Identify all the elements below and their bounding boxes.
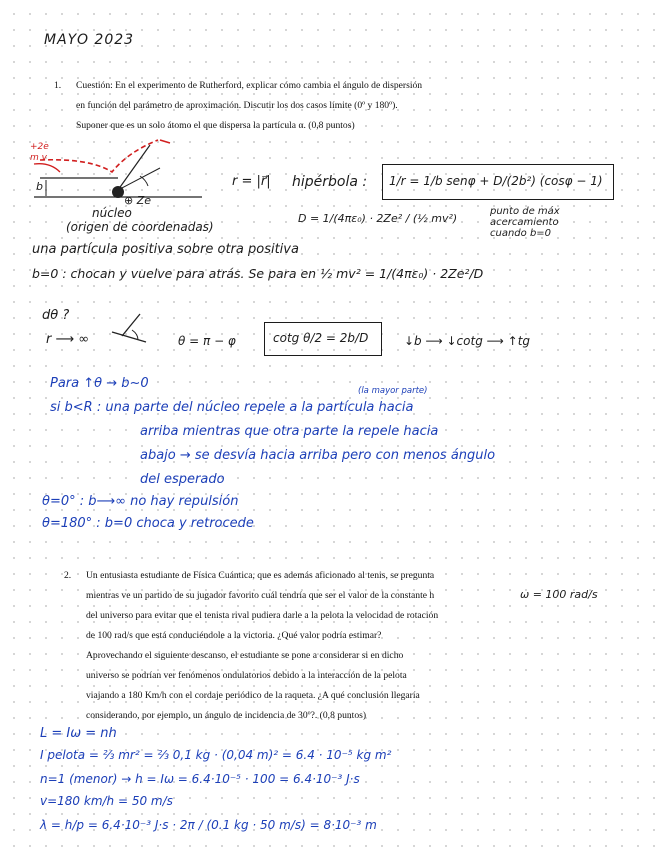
- limit-r: r ⟶ ∞: [46, 332, 90, 347]
- hyperbola-label: hipérbola :: [292, 174, 368, 190]
- omega-note: ω = 100 rad/s: [520, 588, 598, 601]
- question-2-number: 2.: [64, 570, 72, 581]
- max-approach-line: acercamiento: [490, 217, 559, 228]
- blue-note-line: arriba mientras que otra parte la repele hacia: [140, 424, 439, 439]
- max-approach-line: cuando b=0: [490, 228, 552, 239]
- hyperbola-equation: 1/r = 1/b senφ + D/(2b²) (cosφ − 1): [389, 174, 603, 188]
- blue-note-line: θ=0° : b⟶∞ no hay repulsión: [42, 494, 239, 509]
- r-definition: r = |r⃗|: [232, 174, 271, 189]
- cotangent-box: [264, 322, 382, 356]
- nucleus-charge-label: ⊕ Ze: [124, 194, 152, 207]
- blue-note-line: del esperado: [140, 472, 225, 487]
- question-1-line: Cuestión: En el experimento de Rutherford, explicar cómo cambia el ángulo de dispersión: [76, 80, 423, 91]
- b-label: b: [36, 180, 43, 193]
- blue-note-line: θ=180° : b=0 choca y retrocede: [42, 516, 254, 531]
- question-2-line: del universo para evitar que el tenista rival pudiera darle a la pelota la velocidad de rotación: [86, 610, 439, 621]
- blue-annotation: (la mayor parte): [358, 386, 428, 396]
- origin-label: (origen de coordenadas): [66, 220, 214, 234]
- question-2-line: viajando a 180 Km/h con el cordaje periódico de la raqueta. ¿A qué conclusión llegaría: [86, 690, 420, 701]
- trend-note: ↓b ⟶ ↓cotg ⟶ ↑tg: [404, 334, 531, 348]
- solution-line: L = Iω = nh: [40, 726, 117, 741]
- question-2-line: Un entusiasta estudiante de Física Cuántica, que es además aficionado al tenis, se pregunta: [86, 570, 435, 581]
- d-definition: D = 1/(4πε₀) · 2Ze² / (½ mv²): [298, 212, 458, 225]
- particle-charge-label: +2e: [30, 142, 49, 152]
- solution-line: I pelota = ⅔ mr² = ⅔ 0,1 kg · (0,04 m)² = 6.4 · 10⁻⁵ kg m²: [40, 748, 392, 762]
- date-heading: MAYO 2023: [44, 32, 135, 48]
- cotangent-equation: cotg θ/2 = 2b/D: [273, 331, 369, 345]
- note-line: una partícula positiva sobre otra positiva: [32, 242, 299, 257]
- question-2-line: considerando, por ejemplo, un ángulo de incidencia de 30º?. (0,8 puntos): [86, 710, 367, 721]
- question-2-line: mientras ve un partido de su jugador favorito cuál tendría que ser el valor de la constante h: [86, 590, 435, 601]
- question-2-line: Aprovechando el siguiente descanso, el estudiante se pone a considerar si en dicho: [86, 650, 404, 661]
- max-approach-line: punto de máx: [490, 206, 560, 217]
- solution-line: v=180 km/h = 50 m/s: [40, 794, 173, 808]
- question-2-line: de 100 rad/s que está conduciéndole a la victoria. ¿Qué valor podría estimar?: [86, 630, 382, 641]
- blue-note-line: abajo → se desvía hacia arriba pero con menos ángulo: [140, 448, 496, 463]
- nucleus-label: núcleo: [92, 206, 132, 220]
- blue-note-line: Para ↑θ → b~0: [50, 376, 149, 391]
- particle-mass-label: m v: [30, 153, 47, 163]
- theta-relation: θ = π − φ: [178, 334, 236, 348]
- question-2-line: universo se podrían ver fenómenos ondulatorios debido a la interacción de la pelota: [86, 670, 407, 681]
- dtheta-label: dθ ?: [42, 308, 70, 323]
- question-2: [64, 566, 439, 726]
- question-1-number: 1.: [54, 80, 62, 91]
- note-line: b=0 : chocan y vuelve para atrás. Se para en ½ mv² = 1/(4πε₀) · 2Ze²/D: [32, 266, 484, 281]
- solution-line: n=1 (menor) → h = Iω = 6.4·10⁻⁵ · 100 = 6.4·10⁻³ J·s: [40, 772, 360, 786]
- blue-note-line: si b<R : una parte del núcleo repele a la partícula hacia: [50, 400, 414, 415]
- solution-line: λ = h/p = 6.4·10⁻³ J·s · 2π / (0.1 kg · 50 m/s) = 8·10⁻³ m: [40, 818, 377, 832]
- question-1-line: en función del parámetro de aproximación. Discutir los dos casos límite (0º y 180º).: [76, 100, 398, 111]
- question-1-line: Suponer que es un solo átomo el que dispersa la partícula α. (0,8 puntos): [76, 120, 355, 131]
